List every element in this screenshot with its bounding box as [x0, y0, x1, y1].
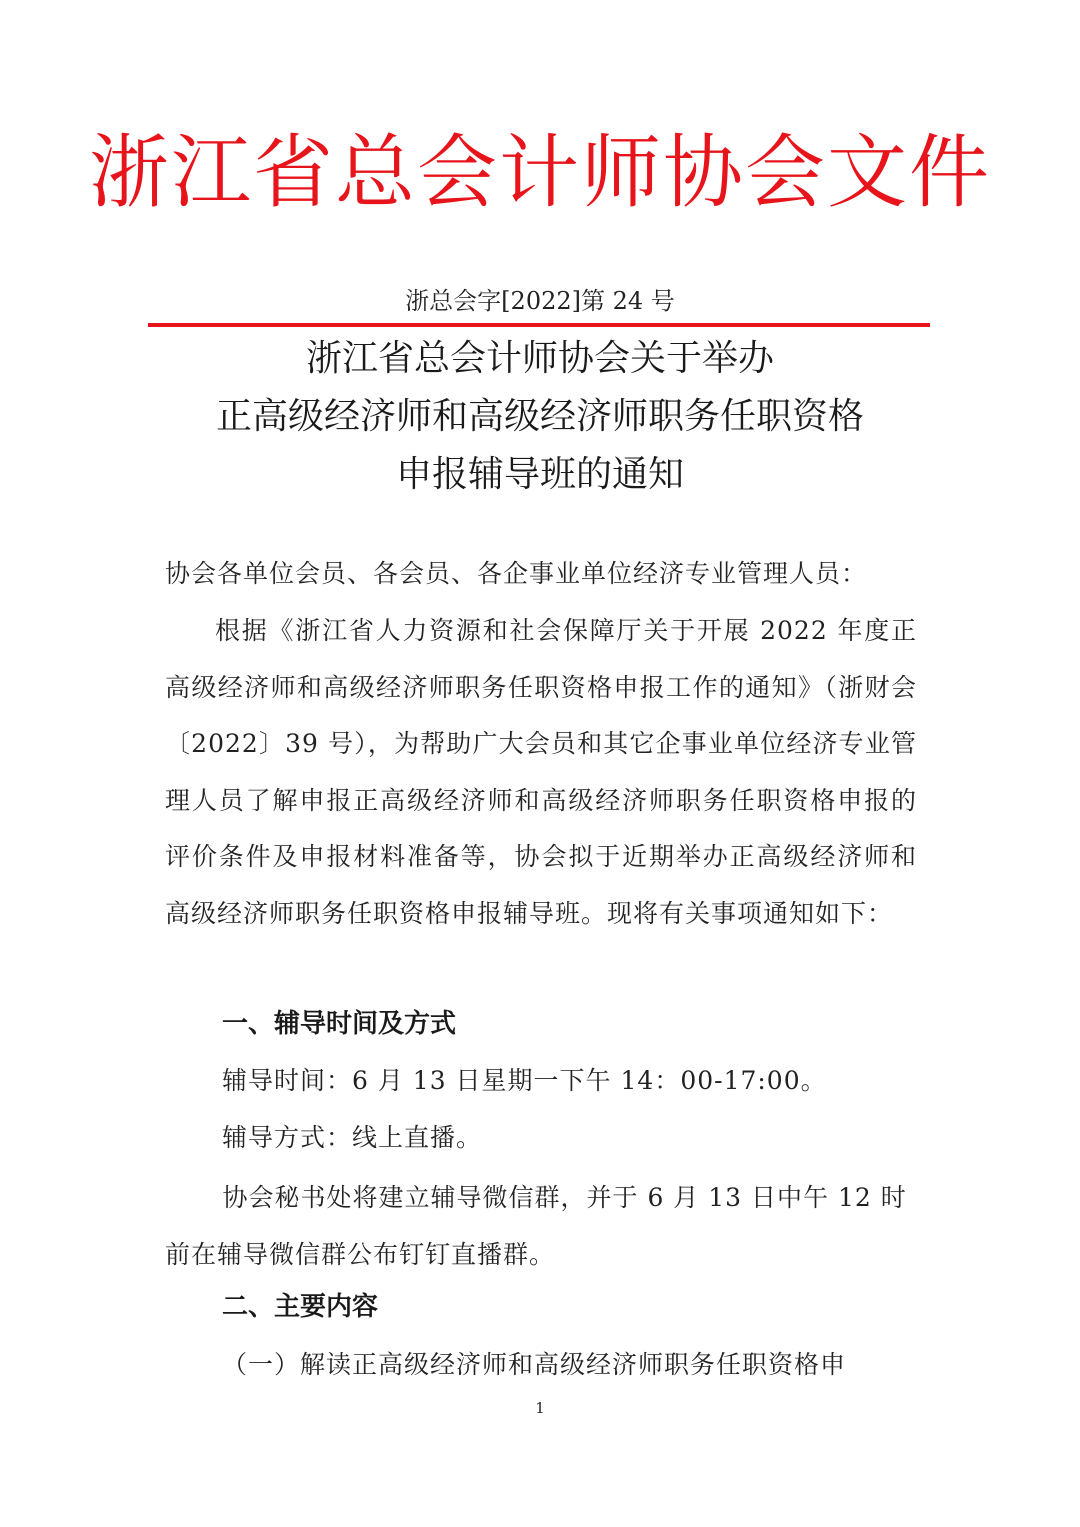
document-header-title: 浙江省总会计师协会文件 [89, 126, 991, 219]
tutoring-mode: 辅导方式：线上直播。 [222, 1123, 483, 1152]
notice-title-line: 正高级经济师和高级经济师职务任职资格 [215, 396, 864, 437]
wechat-group-note: 协会秘书处将建立辅导微信群，并于 6 月 13 日中午 12 时前在辅导微信群公布钉钉直播群。 [165, 1183, 907, 1269]
tutoring-time: 辅导时间：6 月 13 日星期一下午 14：00-17:00。 [222, 1066, 827, 1095]
page-number: 1 [535, 1399, 545, 1417]
notice-title-line: 浙江省总会计师协会关于举办 [305, 338, 774, 379]
notice-title [0, 330, 1080, 504]
section-heading-main-content: 二、主要内容 [222, 1292, 379, 1322]
salutation: 协会各单位会员、各会员、各企事业单位经济专业管理人员： [165, 559, 868, 588]
notice-title-line: 申报辅导班的通知 [395, 454, 684, 495]
intro-paragraph: 根据《浙江省人力资源和社会保障厅关于开展 2022 年度正高级经济师和高级经济师职务任职资格申报工作的通知》（浙财会〔2022〕39 号），为帮助广大会员和其它企事业单位经济专业管理人员了解申报正高级经济师和高级经济师职务任职资格申报的评价条件及申报材料准备等，协会拟于近期举办正高级经济师和高级经济师职务任职资格申报辅导班。现将有关事项通知如下： [165, 616, 917, 928]
content-item-1: （一）解读正高级经济师和高级经济师职务任职资格申 [222, 1350, 847, 1379]
section-heading-time-and-mode: 一、辅导时间及方式 [222, 1009, 457, 1039]
document-number: 浙总会字[2022]第 24 号 [405, 287, 675, 315]
red-divider-line [148, 323, 930, 327]
